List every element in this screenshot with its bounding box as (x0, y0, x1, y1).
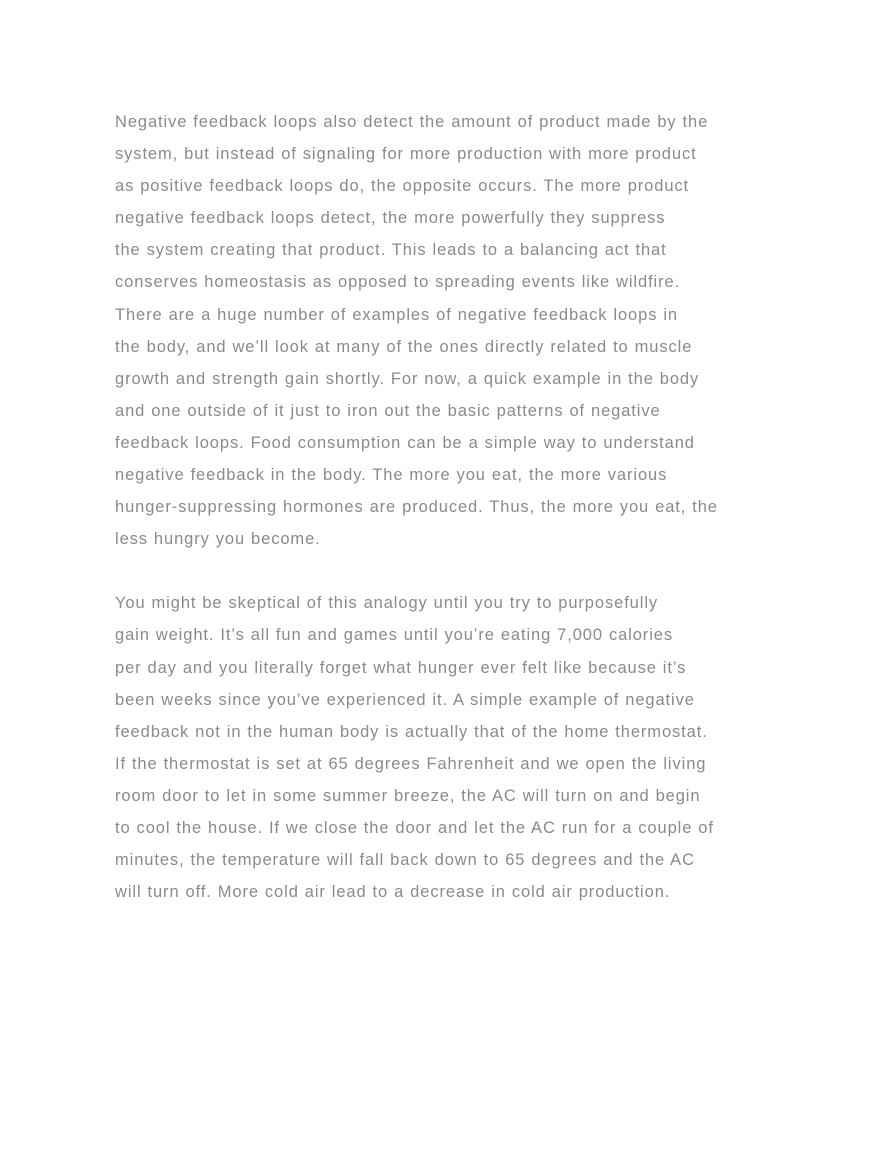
text-line: hunger-suppressing hormones are produced. Thus, the more you eat, the (115, 498, 718, 517)
text-line: gain weight. It’s all fun and games until you’re eating 7,000 calories (115, 626, 673, 645)
text-line: and one outside of it just to iron out the basic patterns of negative (115, 401, 661, 420)
text-line: been weeks since you’ve experienced it. A simple example of negative (115, 690, 695, 709)
paragraph-negative-feedback (115, 106, 775, 555)
text-line: room door to let in some summer breeze, the AC will turn on and begin (115, 786, 701, 805)
text-line: to cool the house. If we close the door and let the AC run for a couple of (115, 818, 714, 837)
text-line: feedback not in the human body is actually that of the home thermostat. (115, 722, 708, 741)
text-line: Negative feedback loops also detect the amount of product made by the (115, 113, 709, 131)
body-text (115, 106, 775, 908)
text-line: less hungry you become. (115, 530, 321, 549)
text-line: the system creating that product. This leads to a balancing act that (115, 241, 667, 260)
text-line: per day and you literally forget what hunger ever felt like because it’s (115, 658, 687, 677)
text-line: You might be skeptical of this analogy until you try to purposefully (115, 594, 659, 613)
text-line: negative feedback in the body. The more you eat, the more various (115, 466, 668, 485)
text-line: as positive feedback loops do, the opposite occurs. The more product (115, 177, 690, 196)
text-line: feedback loops. Food consumption can be a simple way to understand (115, 433, 695, 452)
text-line: system, but instead of signaling for more production with more product (115, 145, 697, 164)
text-line: growth and strength gain shortly. For now, a quick example in the body (115, 369, 700, 388)
paragraph-thermostat-example (115, 587, 775, 908)
text-line: conserves homeostasis as opposed to spreading events like wildfire. (115, 273, 681, 292)
text-line: the body, and we’ll look at many of the ones directly related to muscle (115, 337, 693, 356)
text-line: negative feedback loops detect, the more powerfully they suppress (115, 209, 666, 228)
text-line: There are a huge number of examples of negative feedback loops in (115, 305, 678, 324)
text-line: minutes, the temperature will fall back down to 65 degrees and the AC (115, 851, 695, 870)
text-line: If the thermostat is set at 65 degrees Fahrenheit and we open the living (115, 754, 707, 773)
text-line: will turn off. More cold air lead to a decrease in cold air production. (115, 883, 671, 902)
